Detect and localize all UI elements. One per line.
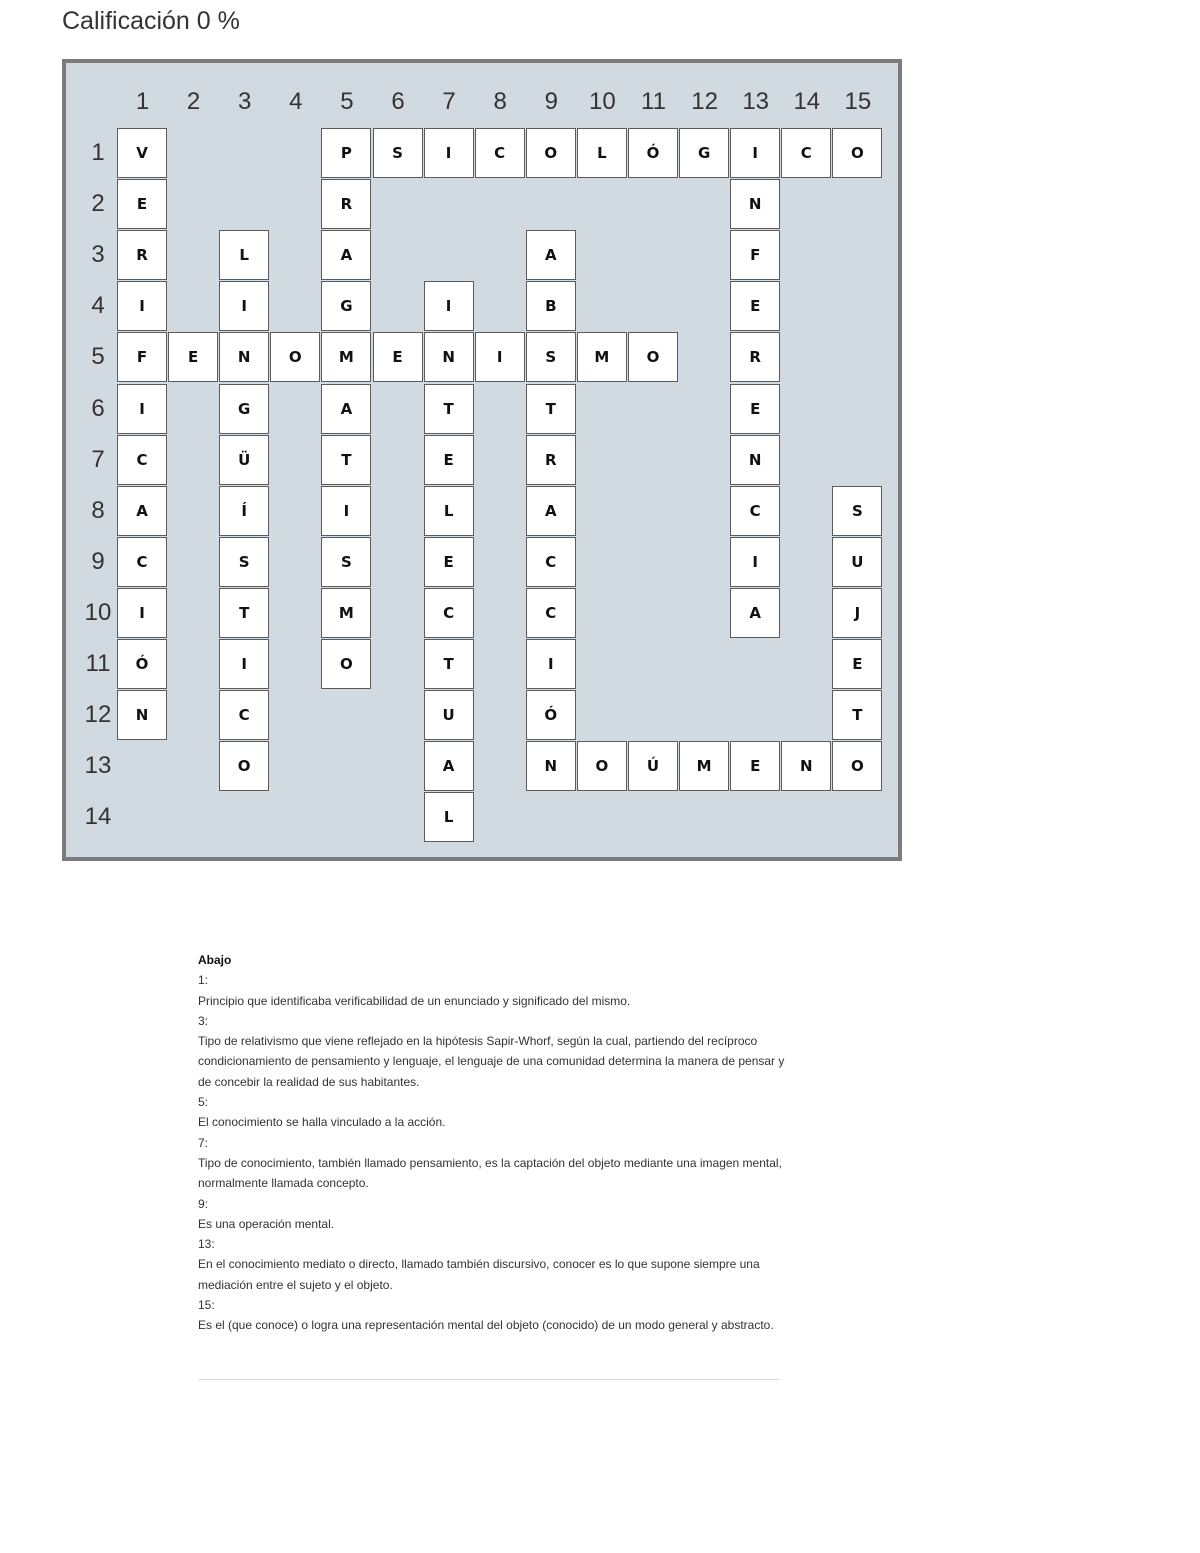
- clue-text: El conocimiento se halla vinculado a la acción.: [198, 1115, 446, 1130]
- crossword-cell[interactable]: T: [219, 588, 269, 638]
- crossword-cell[interactable]: O: [321, 639, 371, 689]
- crossword-cell[interactable]: U: [832, 537, 882, 587]
- column-number: 2: [186, 88, 201, 115]
- row-number: 9: [91, 547, 105, 575]
- crossword-cell[interactable]: E: [168, 332, 218, 382]
- crossword-cell[interactable]: T: [526, 384, 576, 434]
- crossword-cell[interactable]: T: [424, 384, 474, 434]
- clues-heading: Abajo: [198, 953, 232, 967]
- crossword-cell[interactable]: L: [424, 486, 474, 536]
- clue-number: 5:: [198, 1095, 209, 1110]
- crossword-cell[interactable]: O: [219, 741, 269, 791]
- clue-number: 13:: [198, 1237, 215, 1252]
- clue-number: 15:: [198, 1298, 215, 1313]
- crossword-cell[interactable]: I: [117, 588, 167, 638]
- crossword-cell[interactable]: R: [526, 435, 576, 485]
- row-number: 11: [85, 650, 111, 677]
- crossword-cell[interactable]: E: [117, 179, 167, 229]
- clue-text: En el conocimiento mediato o directo, llamado también discursivo, conocer es lo que supone siempre una mediación entre el sujeto y el objeto.: [198, 1257, 760, 1292]
- crossword-cell[interactable]: N: [730, 435, 780, 485]
- crossword-cell[interactable]: R: [321, 179, 371, 229]
- crossword-cell[interactable]: C: [781, 128, 831, 178]
- crossword-cell[interactable]: Ó: [526, 690, 576, 740]
- crossword-cell[interactable]: I: [117, 281, 167, 331]
- row-number: 3: [91, 241, 105, 269]
- crossword-cell[interactable]: E: [730, 281, 780, 331]
- column-number: 13: [742, 88, 770, 115]
- row-number: 5: [91, 343, 105, 371]
- crossword-cell[interactable]: A: [526, 486, 576, 536]
- crossword-cell[interactable]: L: [424, 792, 474, 842]
- column-number: 4: [289, 88, 303, 115]
- crossword-cell[interactable]: O: [628, 332, 678, 382]
- crossword-cell[interactable]: A: [117, 486, 167, 536]
- crossword-cell[interactable]: S: [832, 486, 882, 536]
- crossword-cell[interactable]: N: [219, 332, 269, 382]
- column-number: 6: [391, 88, 405, 115]
- crossword-cell[interactable]: O: [270, 332, 320, 382]
- row-number: 1: [91, 139, 105, 166]
- crossword-cell[interactable]: I: [321, 486, 371, 536]
- column-number: 10: [589, 88, 616, 115]
- column-number: 8: [493, 88, 507, 115]
- crossword-cell[interactable]: S: [219, 537, 269, 587]
- clue-number: 1:: [198, 973, 209, 988]
- crossword-cell[interactable]: O: [577, 741, 627, 791]
- clue-text: Principio que identificaba verificabilidad de un enunciado y significado del mismo.: [198, 993, 631, 1008]
- clue-number: 3:: [198, 1013, 209, 1028]
- crossword-cell[interactable]: C: [526, 588, 576, 638]
- crossword-cell[interactable]: P: [321, 128, 371, 178]
- crossword-cell[interactable]: O: [832, 128, 882, 178]
- crossword-cell[interactable]: M: [321, 588, 371, 638]
- crossword-cell[interactable]: I: [526, 639, 576, 689]
- crossword-cell[interactable]: I: [424, 281, 474, 331]
- crossword-cell[interactable]: I: [730, 537, 780, 587]
- column-number: 9: [544, 88, 558, 115]
- crossword-cell[interactable]: M: [321, 332, 371, 382]
- crossword-cell[interactable]: T: [424, 639, 474, 689]
- crossword-cell[interactable]: I: [117, 384, 167, 434]
- crossword-cell[interactable]: N: [526, 741, 576, 791]
- crossword-cell[interactable]: N: [117, 690, 167, 740]
- row-number: 13: [84, 752, 112, 780]
- crossword-cell[interactable]: U: [424, 690, 474, 740]
- crossword-cell[interactable]: R: [117, 230, 167, 280]
- crossword-cell[interactable]: L: [577, 128, 627, 178]
- crossword-cell[interactable]: Ú: [628, 741, 678, 791]
- row-number: 8: [91, 496, 105, 524]
- clue-number: 7:: [198, 1135, 209, 1150]
- crossword-cell[interactable]: I: [730, 128, 780, 178]
- crossword-cell[interactable]: E: [730, 384, 780, 434]
- crossword-cell[interactable]: Í: [219, 486, 269, 536]
- row-number: 12: [84, 701, 112, 729]
- column-number: 12: [691, 88, 718, 115]
- crossword-cell[interactable]: E: [832, 639, 882, 689]
- crossword-cell[interactable]: C: [424, 588, 474, 638]
- crossword-cell[interactable]: Ó: [117, 639, 167, 689]
- score-label: Calificación 0 %: [62, 7, 240, 35]
- column-number: 7: [442, 88, 456, 115]
- row-number: 14: [84, 803, 112, 831]
- crossword-cell[interactable]: Ü: [219, 435, 269, 485]
- crossword-cell[interactable]: C: [117, 435, 167, 485]
- crossword-cell[interactable]: Ó: [628, 128, 678, 178]
- column-number: 11: [641, 88, 666, 115]
- crossword-cell[interactable]: A: [424, 741, 474, 791]
- crossword-cell[interactable]: N: [781, 741, 831, 791]
- column-number: 1: [135, 88, 150, 115]
- clues-panel: [198, 950, 788, 1336]
- row-number: 10: [84, 598, 112, 626]
- crossword-cell[interactable]: I: [475, 332, 525, 382]
- crossword-cell[interactable]: B: [526, 281, 576, 331]
- crossword-board: [62, 59, 902, 861]
- crossword-cell[interactable]: C: [117, 537, 167, 587]
- crossword-cell[interactable]: S: [526, 332, 576, 382]
- crossword-cell[interactable]: A: [730, 588, 780, 638]
- crossword-cell[interactable]: F: [117, 332, 167, 382]
- crossword-cell[interactable]: I: [219, 281, 269, 331]
- crossword-cell[interactable]: N: [730, 179, 780, 229]
- row-number: 2: [91, 190, 105, 218]
- clue-text: Tipo de conocimiento, también llamado pensamiento, es la captación del objeto mediante una imagen mental, normalmente llamada concepto.: [198, 1155, 782, 1191]
- clue-list: [198, 970, 788, 1335]
- crossword-cell[interactable]: G: [679, 128, 729, 178]
- crossword-cell[interactable]: A: [526, 230, 576, 280]
- crossword-cell[interactable]: M: [577, 332, 627, 382]
- clue-number: 9:: [198, 1196, 209, 1211]
- clue-text: Es una operación mental.: [198, 1216, 335, 1231]
- divider: [198, 1379, 779, 1380]
- crossword-cell[interactable]: V: [117, 128, 167, 178]
- crossword-cell[interactable]: C: [526, 537, 576, 587]
- crossword-cell[interactable]: T: [321, 435, 371, 485]
- column-number: 3: [238, 88, 252, 115]
- crossword-cell[interactable]: I: [219, 639, 269, 689]
- column-number: 15: [844, 88, 872, 115]
- crossword-cell[interactable]: S: [321, 537, 371, 587]
- crossword-cell[interactable]: E: [730, 741, 780, 791]
- crossword-cell[interactable]: N: [424, 332, 474, 382]
- clue-text: Tipo de relativismo que viene reflejado en la hipótesis Sapir-Whorf, según la cual, partiendo del recíproco condicionamiento de pensamiento y lenguaje, el lenguaje de una comunidad determina la manera de pensar y de concebir la realidad de sus habitantes.: [198, 1034, 785, 1089]
- row-number: 4: [91, 292, 105, 320]
- clue-text: Es el (que conoce) o logra una representación mental del objeto (conocido) de un modo general y abstracto.: [198, 1318, 774, 1333]
- row-number: 7: [91, 445, 105, 473]
- crossword-cell[interactable]: C: [219, 690, 269, 740]
- crossword-cell[interactable]: J: [832, 588, 882, 638]
- crossword-cell[interactable]: E: [424, 435, 474, 485]
- crossword-cell[interactable]: M: [679, 741, 729, 791]
- crossword-cell[interactable]: A: [321, 384, 371, 434]
- crossword-cell[interactable]: G: [219, 384, 269, 434]
- crossword-cell[interactable]: T: [832, 690, 882, 740]
- crossword-cell[interactable]: O: [526, 128, 576, 178]
- crossword-cell[interactable]: O: [832, 741, 882, 791]
- crossword-cell[interactable]: R: [730, 332, 780, 382]
- crossword-cell[interactable]: C: [475, 128, 525, 178]
- crossword-cell[interactable]: G: [321, 281, 371, 331]
- crossword-cell[interactable]: L: [219, 230, 269, 280]
- crossword-cell[interactable]: F: [730, 230, 780, 280]
- crossword-cell[interactable]: C: [730, 486, 780, 536]
- crossword-cell[interactable]: E: [424, 537, 474, 587]
- crossword-cell[interactable]: E: [373, 332, 423, 382]
- column-number: 5: [340, 88, 354, 115]
- crossword-cell[interactable]: S: [373, 128, 423, 178]
- column-number: 14: [793, 88, 821, 115]
- crossword-cell[interactable]: A: [321, 230, 371, 280]
- crossword-cell[interactable]: I: [424, 128, 474, 178]
- row-number: 6: [91, 394, 105, 422]
